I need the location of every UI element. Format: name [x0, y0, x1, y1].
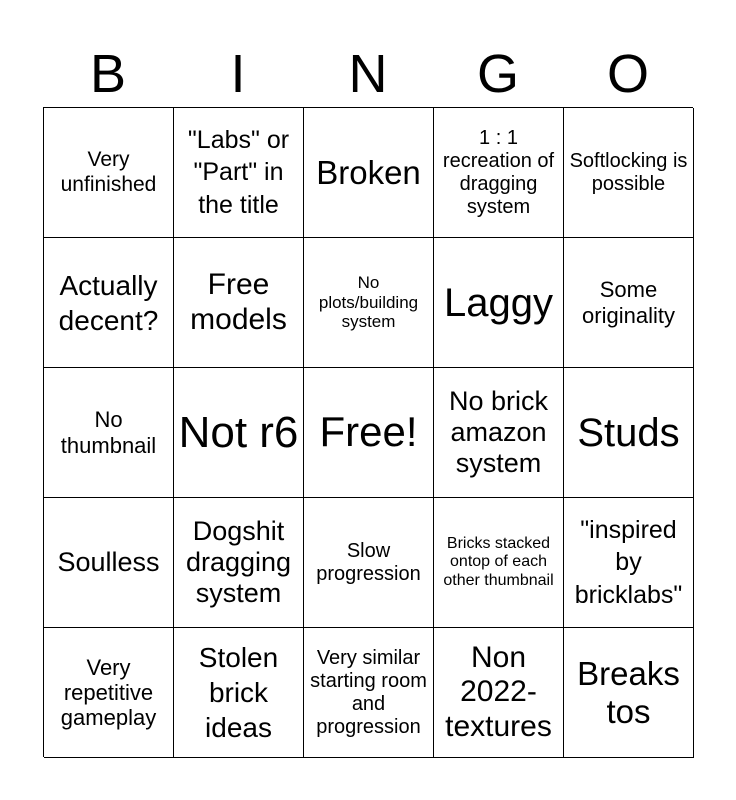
- bingo-cell[interactable]: No plots/building system: [304, 238, 434, 368]
- bingo-cell[interactable]: Non 2022-textures: [434, 628, 564, 758]
- bingo-cell[interactable]: Free!: [304, 368, 434, 498]
- bingo-cell[interactable]: Free models: [174, 238, 304, 368]
- bingo-cell[interactable]: Not r6: [174, 368, 304, 498]
- header-letter-i: I: [230, 44, 246, 104]
- header-letter-n: N: [348, 44, 388, 104]
- header-letter-o: O: [606, 44, 649, 104]
- bingo-cell[interactable]: Laggy: [434, 238, 564, 368]
- bingo-cell[interactable]: No brick amazon system: [434, 368, 564, 498]
- bingo-cell[interactable]: Dogshit dragging system: [174, 498, 304, 628]
- bingo-cell[interactable]: Stolen brick ideas: [174, 628, 304, 758]
- bingo-cell[interactable]: "Labs" or "Part" in the title: [174, 108, 304, 238]
- bingo-cell[interactable]: Studs: [564, 368, 694, 498]
- bingo-cell[interactable]: Very similar starting room and progression: [304, 628, 434, 758]
- bingo-cell[interactable]: Soulless: [44, 498, 174, 628]
- header-letter-g: G: [476, 44, 519, 104]
- bingo-cell[interactable]: Breaks tos: [564, 628, 694, 758]
- bingo-cell[interactable]: Very unfinished: [44, 108, 174, 238]
- bingo-cell[interactable]: 1 : 1 recreation of dragging system: [434, 108, 564, 238]
- bingo-cell[interactable]: "inspired by bricklabs": [564, 498, 694, 628]
- header-letter-b: B: [89, 44, 127, 104]
- bingo-header: [43, 40, 693, 108]
- bingo-cell[interactable]: Very repetitive gameplay: [44, 628, 174, 758]
- bingo-cell[interactable]: Some originality: [564, 238, 694, 368]
- bingo-cell[interactable]: Broken: [304, 108, 434, 238]
- bingo-cell[interactable]: Slow progression: [304, 498, 434, 628]
- bingo-cell[interactable]: Bricks stacked ontop of each other thumbnail: [434, 498, 564, 628]
- bingo-cell[interactable]: Softlocking is possible: [564, 108, 694, 238]
- bingo-cell[interactable]: No thumbnail: [44, 368, 174, 498]
- bingo-board: [43, 107, 693, 757]
- bingo-cell[interactable]: Actually decent?: [44, 238, 174, 368]
